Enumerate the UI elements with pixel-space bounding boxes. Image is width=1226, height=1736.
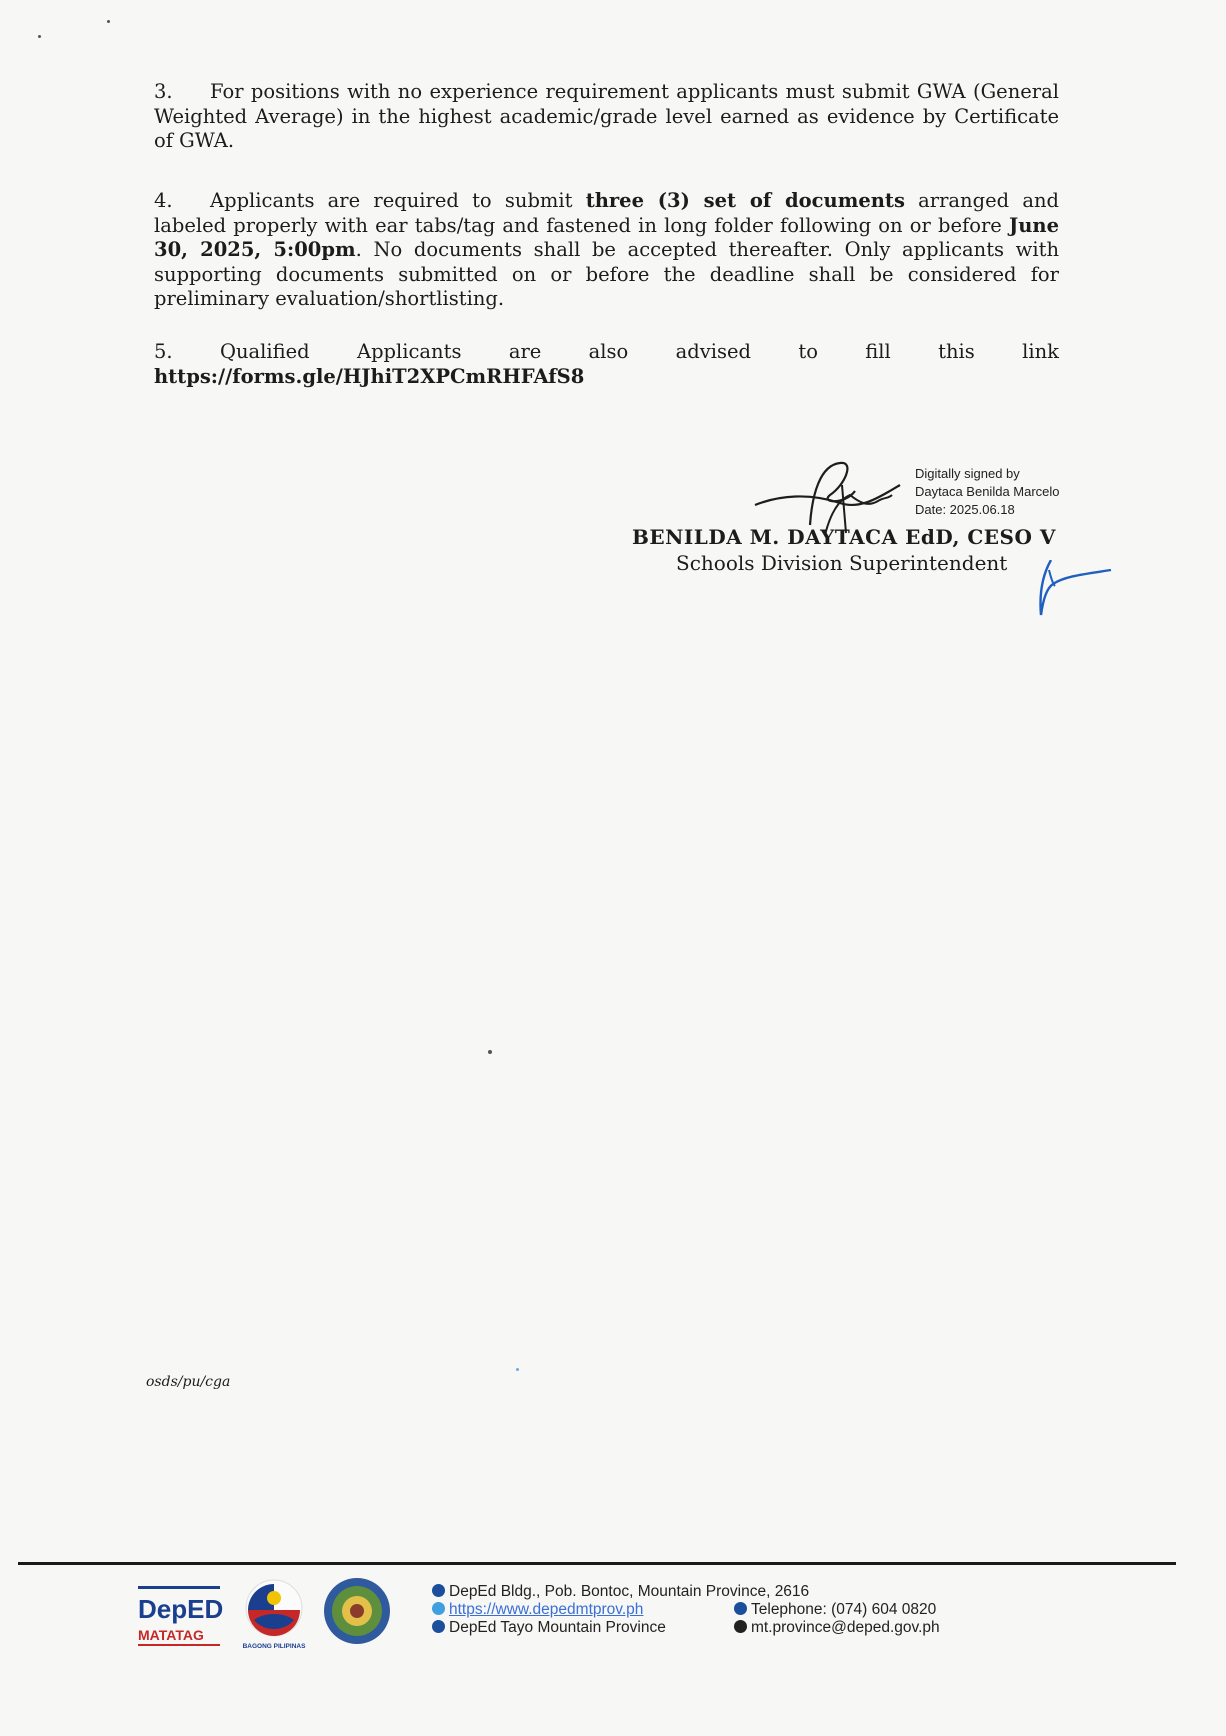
signature-block — [630, 455, 1110, 625]
globe-icon — [432, 1602, 445, 1615]
footer-address: DepEd Bldg., Pob. Bontoc, Mountain Province, 2616 — [449, 1583, 810, 1600]
item-4-number: 4. — [154, 189, 173, 212]
scan-speck — [516, 1368, 519, 1371]
footer-divider — [18, 1562, 1176, 1565]
item-3-text: For positions with no experience requirement applicants must submit GWA (General Weighted Average) in the highest academic/grade level earned as evidence by Certificate of GWA. — [154, 80, 1059, 152]
email-icon — [734, 1620, 747, 1633]
footer-contact-right — [734, 1601, 940, 1637]
item-4-text-a: Applicants are required to submit — [210, 189, 586, 212]
item-5-word: also — [588, 340, 629, 363]
footer-phone-row — [734, 1601, 940, 1619]
item-3 — [154, 80, 1059, 154]
item-5-word: advised — [675, 340, 752, 363]
item-5-number: 5. — [154, 340, 173, 363]
reference-initials: osds/pu/cga — [146, 1374, 231, 1390]
item-5-word: are — [508, 340, 542, 363]
deped-logo-text: DepED — [138, 1594, 224, 1624]
form-link[interactable]: https://forms.gle/HJhiT2XPCmRHFAfS8 — [154, 364, 585, 388]
footer-address-row — [432, 1583, 809, 1601]
item-5-word: Applicants — [356, 340, 462, 363]
item-5-word: Qualified — [219, 340, 310, 363]
deped-matatag-logo — [134, 1578, 224, 1650]
digital-sig-name: Daytaca Benilda Marcelo — [915, 484, 1060, 499]
division-seal-logo — [322, 1576, 392, 1646]
item-3-number: 3. — [154, 80, 173, 103]
scan-speck — [107, 20, 110, 23]
item-4 — [154, 189, 1059, 312]
footer-facebook[interactable]: DepEd Tayo Mountain Province — [449, 1619, 666, 1636]
digital-sig-date: Date: 2025.06.18 — [915, 502, 1015, 517]
signatory-name: BENILDA M. DAYTACA EdD, CESO V — [632, 525, 1056, 549]
facebook-icon — [432, 1620, 445, 1633]
digital-signature-stamp — [915, 465, 1060, 519]
signatory-title: Schools Division Superintendent — [676, 551, 1008, 575]
digital-sig-line: Digitally signed by — [915, 466, 1020, 481]
item-4-text-c: . No documents shall be accepted thereafter. Only applicants with supporting documents submitted on or before the deadline shall be considered for preliminary evaluation/shortlisting. — [154, 238, 1059, 310]
item-5-word: link — [1022, 340, 1059, 363]
item-4-deadline: June 30, 2025, 5:00pm — [154, 213, 1059, 261]
item-5-word: fill — [865, 340, 891, 363]
scan-speck — [38, 35, 41, 38]
blue-initial-mark — [1025, 560, 1115, 620]
phone-icon — [734, 1602, 747, 1615]
footer-email-row — [734, 1619, 940, 1637]
item-4-bold-documents: three (3) set of documents — [585, 189, 905, 212]
footer-telephone: Telephone: (074) 604 0820 — [751, 1601, 937, 1618]
item-5-word: this — [938, 340, 975, 363]
item-5-line — [154, 340, 1059, 365]
location-icon — [432, 1584, 445, 1597]
matatag-logo-text: MATATAG — [138, 1627, 204, 1643]
footer-email[interactable]: mt.province@deped.gov.ph — [751, 1619, 940, 1636]
bagong-pilipinas-text: BAGONG PILIPINAS — [242, 1643, 306, 1650]
scan-speck — [488, 1050, 492, 1054]
bagong-pilipinas-logo — [234, 1576, 314, 1652]
item-5-word: to — [798, 340, 818, 363]
item-5 — [154, 340, 1059, 389]
item-4-text-b: arranged and labeled properly with ear tabs/tag and fastened in long folder following on or before — [154, 189, 1059, 237]
footer-website-link[interactable]: https://www.depedmtprov.ph — [449, 1601, 644, 1618]
